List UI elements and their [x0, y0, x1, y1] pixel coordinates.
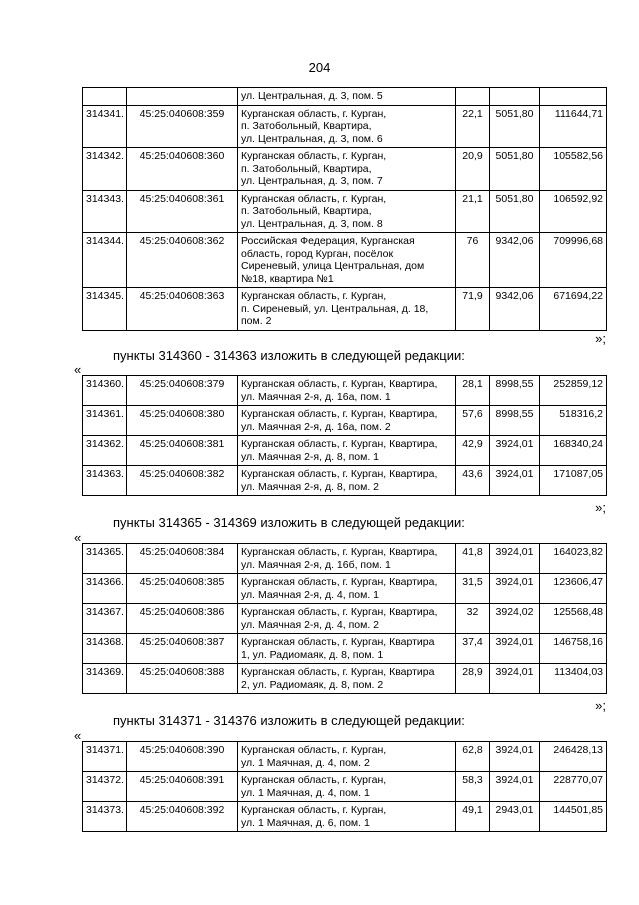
price-cell: 3924,01: [490, 664, 540, 694]
area-cell: 41,8: [456, 544, 490, 574]
row-number-cell: 314367.: [83, 604, 127, 634]
table-row: [83, 288, 607, 331]
cadastral-number-cell: 45:25:040608:385: [127, 574, 238, 604]
address-line: ул. Маячная 2-я, д. 8, пом. 1: [241, 450, 379, 463]
address-line: ул. 1 Маячная, д. 6, пом. 1: [241, 816, 370, 829]
address-cell: [238, 190, 456, 233]
row-number-cell: [83, 88, 127, 106]
cost-cell: 125568,48: [540, 604, 607, 634]
cadastral-number-cell: 45:25:040608:392: [127, 802, 238, 832]
cost-cell: 164023,82: [540, 544, 607, 574]
address-line: 1, ул. Радиомаяк, д. 8, пом. 1: [241, 648, 384, 661]
address-line: ул. Маячная 2-я, д. 4, пом. 1: [241, 588, 379, 601]
address-line: пом. 2: [241, 315, 272, 327]
cost-cell: 168340,24: [540, 436, 607, 466]
address-line: ул. Маячная 2-я, д. 16б, пом. 1: [241, 558, 391, 571]
address-cell: [238, 233, 456, 288]
area-cell: 71,9: [456, 288, 490, 331]
opening-quote: «: [74, 728, 82, 743]
price-cell: 5051,80: [490, 105, 540, 148]
price-cell: [490, 88, 540, 106]
closing-quote: »;: [595, 500, 606, 515]
table-row: [83, 233, 607, 288]
row-number-cell: 314341.: [83, 105, 127, 148]
cost-cell: 671694,22: [540, 288, 607, 331]
address-line: Курганская область, г. Курган, Квартира,: [241, 438, 438, 450]
price-cell: 5051,80: [490, 148, 540, 191]
table-row: [83, 604, 607, 634]
cost-cell: 113404,03: [540, 664, 607, 694]
table-row: [83, 88, 607, 106]
address-line: Курганская область, г. Курган,: [241, 290, 387, 302]
table-row: [83, 406, 607, 436]
area-cell: 43,6: [456, 466, 490, 496]
area-cell: 42,9: [456, 436, 490, 466]
row-number-cell: 314371.: [83, 742, 127, 772]
price-cell: 3924,01: [490, 436, 540, 466]
address-line: ул. 1 Маячная, д. 4, пом. 1: [241, 786, 370, 799]
table-row: [83, 634, 607, 664]
address-line: Курганская область, г. Курган, Квартира,: [241, 468, 438, 480]
area-cell: 31,5: [456, 574, 490, 604]
address-line: Курганская область, г. Курган,: [241, 107, 387, 120]
row-number-cell: 314343.: [83, 190, 127, 233]
address-line: ул. Центральная, д. 3, пом. 5: [241, 90, 383, 102]
address-cell: [238, 604, 456, 634]
address-cell: [238, 288, 456, 331]
cost-cell: 146758,16: [540, 634, 607, 664]
address-line: ул. Центральная, д. 3, пом. 7: [241, 175, 383, 187]
table-row: [83, 105, 607, 148]
address-line: ул. Маячная 2-я, д. 16а, пом. 1: [241, 390, 391, 403]
price-cell: 3924,01: [490, 772, 540, 802]
cost-cell: 123606,47: [540, 574, 607, 604]
area-cell: 37,4: [456, 634, 490, 664]
address-cell: [238, 544, 456, 574]
address-line: Курганская область, г. Курган,: [241, 150, 387, 162]
cadastral-number-cell: 45:25:040608:391: [127, 772, 238, 802]
address-line: ул. Маячная 2-я, д. 4, пом. 2: [241, 618, 379, 631]
row-number-cell: 314373.: [83, 802, 127, 832]
opening-quote: «: [74, 362, 82, 377]
row-number-cell: 314362.: [83, 436, 127, 466]
row-number-cell: 314368.: [83, 634, 127, 664]
row-number-cell: 314365.: [83, 544, 127, 574]
address-cell: [238, 88, 456, 106]
address-line: ул. Центральная, д. 3, пом. 6: [241, 132, 383, 145]
area-cell: [456, 88, 490, 106]
address-cell: [238, 436, 456, 466]
address-line: Российская Федерация, Курганская: [241, 235, 415, 247]
area-cell: 21,1: [456, 190, 490, 233]
address-cell: [238, 634, 456, 664]
address-line: ул. Маячная 2-я, д. 16а, пом. 2: [241, 420, 391, 433]
area-cell: 20,9: [456, 148, 490, 191]
table-row: [83, 148, 607, 191]
address-line: ул. 1 Маячная, д. 4, пом. 2: [241, 756, 370, 769]
section-intro: пункты 314371 - 314376 изложить в следующей редакции:: [113, 713, 465, 728]
cost-cell: 246428,13: [540, 742, 607, 772]
address-line: Курганская область, г. Курган,: [241, 774, 387, 786]
area-cell: 62,8: [456, 742, 490, 772]
table-row: [83, 802, 607, 832]
area-cell: 57,6: [456, 406, 490, 436]
page-number: 204: [308, 60, 331, 75]
address-cell: [238, 802, 456, 832]
address-line: Курганская область, г. Курган, Квартира,: [241, 546, 438, 558]
cadastral-number-cell: 45:25:040608:362: [127, 233, 238, 288]
cost-cell: 111644,71: [540, 105, 607, 148]
address-line: Курганская область, г. Курган, Квартира,: [241, 606, 438, 618]
price-cell: 3924,01: [490, 634, 540, 664]
cadastral-number-cell: 45:25:040608:390: [127, 742, 238, 772]
table-row: [83, 544, 607, 574]
address-line: п. Затобольный, Квартира,: [241, 120, 372, 132]
cost-cell: 518316,2: [540, 406, 607, 436]
price-cell: 3924,01: [490, 466, 540, 496]
cost-cell: 252859,12: [540, 376, 607, 406]
price-cell: 9342,06: [490, 288, 540, 331]
row-number-cell: 314344.: [83, 233, 127, 288]
property-table-continued: [82, 87, 607, 331]
row-number-cell: 314372.: [83, 772, 127, 802]
address-line: Сиреневый, улица Центральная, дом: [241, 260, 425, 272]
table-row: [83, 466, 607, 496]
address-line: ул. Центральная, д. 3, пом. 8: [241, 217, 383, 230]
cadastral-number-cell: 45:25:040608:384: [127, 544, 238, 574]
cost-cell: 709996,68: [540, 233, 607, 288]
table-row: [83, 742, 607, 772]
address-cell: [238, 376, 456, 406]
table-row: [83, 190, 607, 233]
closing-quote: »;: [595, 331, 606, 346]
cadastral-number-cell: 45:25:040608:361: [127, 190, 238, 233]
table-row: [83, 664, 607, 694]
price-cell: 9342,06: [490, 233, 540, 288]
table-row: [83, 436, 607, 466]
opening-quote: «: [74, 530, 82, 545]
section-intro: пункты 314365 - 314369 изложить в следующей редакции:: [113, 515, 465, 530]
property-table: [82, 375, 607, 496]
address-line: ул. Маячная 2-я, д. 8, пом. 2: [241, 480, 379, 493]
price-cell: 5051,80: [490, 190, 540, 233]
price-cell: 3924,02: [490, 604, 540, 634]
address-line: Курганская область, г. Курган, Квартира,: [241, 408, 438, 420]
cadastral-number-cell: 45:25:040608:360: [127, 148, 238, 191]
price-cell: 3924,01: [490, 574, 540, 604]
cadastral-number-cell: 45:25:040608:363: [127, 288, 238, 331]
address-cell: [238, 574, 456, 604]
cost-cell: 228770,07: [540, 772, 607, 802]
cadastral-number-cell: 45:25:040608:380: [127, 406, 238, 436]
address-line: п. Сиреневый, ул. Центральная, д. 18,: [241, 302, 429, 315]
address-line: Курганская область, г. Курган,: [241, 192, 387, 205]
cadastral-number-cell: 45:25:040608:386: [127, 604, 238, 634]
cadastral-number-cell: 45:25:040608:381: [127, 436, 238, 466]
cadastral-number-cell: 45:25:040608:379: [127, 376, 238, 406]
price-cell: 2943,01: [490, 802, 540, 832]
area-cell: 22,1: [456, 105, 490, 148]
property-table: [82, 741, 607, 832]
row-number-cell: 314360.: [83, 376, 127, 406]
area-cell: 28,9: [456, 664, 490, 694]
row-number-cell: 314363.: [83, 466, 127, 496]
address-line: Курганская область, г. Курган, Квартира: [241, 666, 435, 678]
area-cell: 32: [456, 604, 490, 634]
area-cell: 28,1: [456, 376, 490, 406]
address-line: №18, квартира №1: [241, 272, 334, 285]
area-cell: 49,1: [456, 802, 490, 832]
address-cell: [238, 406, 456, 436]
cadastral-number-cell: [127, 88, 238, 106]
address-line: Курганская область, г. Курган, Квартира,: [241, 576, 438, 588]
area-cell: 58,3: [456, 772, 490, 802]
table-row: [83, 376, 607, 406]
price-cell: 8998,55: [490, 406, 540, 436]
address-line: п. Затобольный, Квартира,: [241, 205, 372, 217]
row-number-cell: 314345.: [83, 288, 127, 331]
cadastral-number-cell: 45:25:040608:388: [127, 664, 238, 694]
property-table: [82, 543, 607, 694]
address-line: Курганская область, г. Курган,: [241, 804, 387, 816]
price-cell: 3924,01: [490, 742, 540, 772]
table-row: [83, 772, 607, 802]
address-line: Курганская область, г. Курган,: [241, 744, 387, 756]
row-number-cell: 314369.: [83, 664, 127, 694]
address-line: п. Затобольный, Квартира,: [241, 162, 372, 175]
address-cell: [238, 105, 456, 148]
address-cell: [238, 466, 456, 496]
section-intro: пункты 314360 - 314363 изложить в следующей редакции:: [113, 348, 465, 363]
table-row: [83, 574, 607, 604]
cost-cell: 105582,56: [540, 148, 607, 191]
row-number-cell: 314342.: [83, 148, 127, 191]
cadastral-number-cell: 45:25:040608:387: [127, 634, 238, 664]
address-line: Курганская область, г. Курган, Квартира,: [241, 378, 438, 390]
cadastral-number-cell: 45:25:040608:359: [127, 105, 238, 148]
cost-cell: 171087,05: [540, 466, 607, 496]
closing-quote: »;: [595, 698, 606, 713]
address-line: Курганская область, г. Курган, Квартира: [241, 636, 435, 648]
cost-cell: 144501,85: [540, 802, 607, 832]
address-cell: [238, 148, 456, 191]
address-cell: [238, 664, 456, 694]
price-cell: 8998,55: [490, 376, 540, 406]
area-cell: 76: [456, 233, 490, 288]
cost-cell: [540, 88, 607, 106]
address-line: область, город Курган, посёлок: [241, 247, 394, 260]
row-number-cell: 314361.: [83, 406, 127, 436]
price-cell: 3924,01: [490, 544, 540, 574]
cost-cell: 106592,92: [540, 190, 607, 233]
row-number-cell: 314366.: [83, 574, 127, 604]
address-line: 2, ул. Радиомаяк, д. 8, пом. 2: [241, 678, 384, 691]
address-cell: [238, 742, 456, 772]
address-cell: [238, 772, 456, 802]
cadastral-number-cell: 45:25:040608:382: [127, 466, 238, 496]
